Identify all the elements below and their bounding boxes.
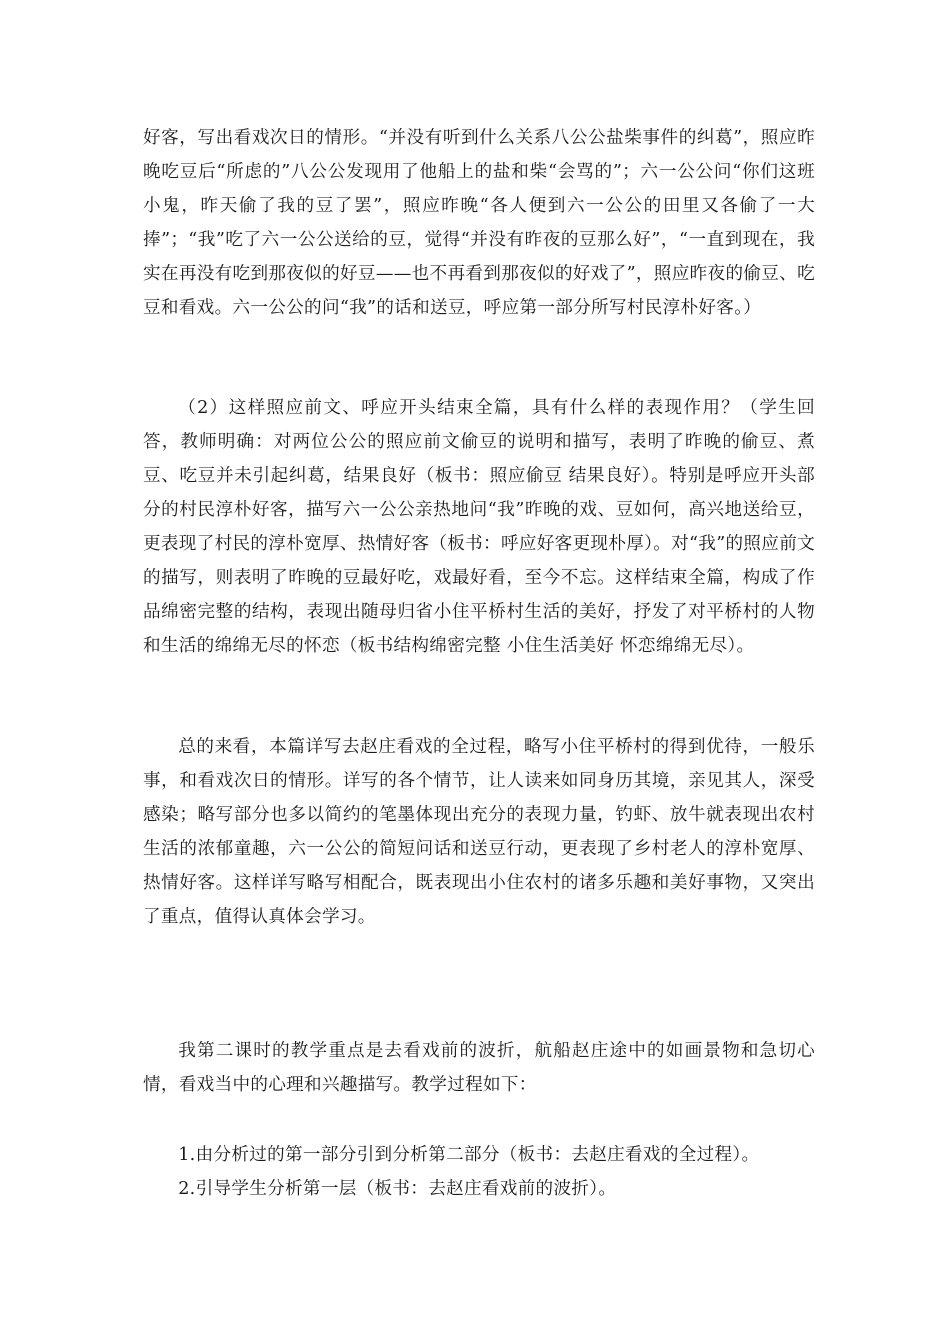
- paragraph-continuation: 好客，写出看戏次日的情形。“并没有听到什么关系八公公盐柴事件的纠葛”，照应昨晚吃豆后“所虑的”八公公发现用了他船上的盐和柴“会骂的”；六一公公问“你们这班小鬼，昨天偷了我的豆了罢”，照应昨晚“各人便到六一公公的田里又各偷了一大捧”；“我”吃了六一公公送给的豆，觉得“并没有昨夜的豆那么好”，“一直到现在，我实在再没有吃到那夜似的好豆——也不再看到那夜似的好戏了”，照应昨夜的偷豆、吃豆和看戏。六一公公的问“我”的话和送豆，呼应第一部分所写村民淳朴好客。）: [143, 128, 815, 318]
- list-item-step-1: 1.由分析过的第一部分引到分析第二部分（板书：去赵庄看戏的全过程）。: [178, 1145, 760, 1165]
- paragraph-second-lesson: 我第二课时的教学重点是去看戏前的波折，航船赵庄途中的如画景物和急切心情，看戏当中的心理和兴趣描写。教学过程如下：: [143, 1041, 815, 1095]
- paragraph-question-2: （2）这样照应前文、呼应开头结束全篇，具有什么样的表现作用？（学生回答，教师明确：对两位公公的照应前文偷豆的说明和描写，表明了昨晚的偷豆、煮豆、吃豆并未引起纠葛，结果良好（板书：照应偷豆 结果良好）。特别是呼应开头部分的村民淳朴好客，描写六一公公亲热地问“我”昨晚的戏、豆如何，高兴地送给豆，更表现了村民的淳朴宽厚、热情好客（板书：呼应好客更现朴厚）。对“我”的照应前文的描写，则表明了昨晚的豆最好吃，戏最好看，至今不忘。这样结束全篇，构成了作品绵密完整的结构，表现出随母归省小住平桥村生活的美好，抒发了对平桥村的人物和生活的绵绵无尽的怀恋（板书结构绵密完整 小住生活美好 怀恋绵绵无尽）。: [143, 398, 815, 656]
- paragraph-summary: 总的来看，本篇详写去赵庄看戏的全过程，略写小住平桥村的得到优待，一般乐事，和看戏次日的情形。详写的各个情节，让人读来如同身历其境，亲见其人，深受感染；略写部分也多以简约的笔墨体现出充分的表现力量，钓虾、放牛就表现出农村生活的浓郁童趣，六一公公的简短问话和送豆行动，更表现了乡村老人的淳朴宽厚、热情好客。这样详写略写相配合，既表现出小住农村的诸多乐趣和美好事物，又突出了重点，值得认真体会学习。: [143, 737, 815, 927]
- list-item-step-2: 2.引导学生分析第一层（板书：去赵庄看戏前的波折）。: [178, 1179, 617, 1199]
